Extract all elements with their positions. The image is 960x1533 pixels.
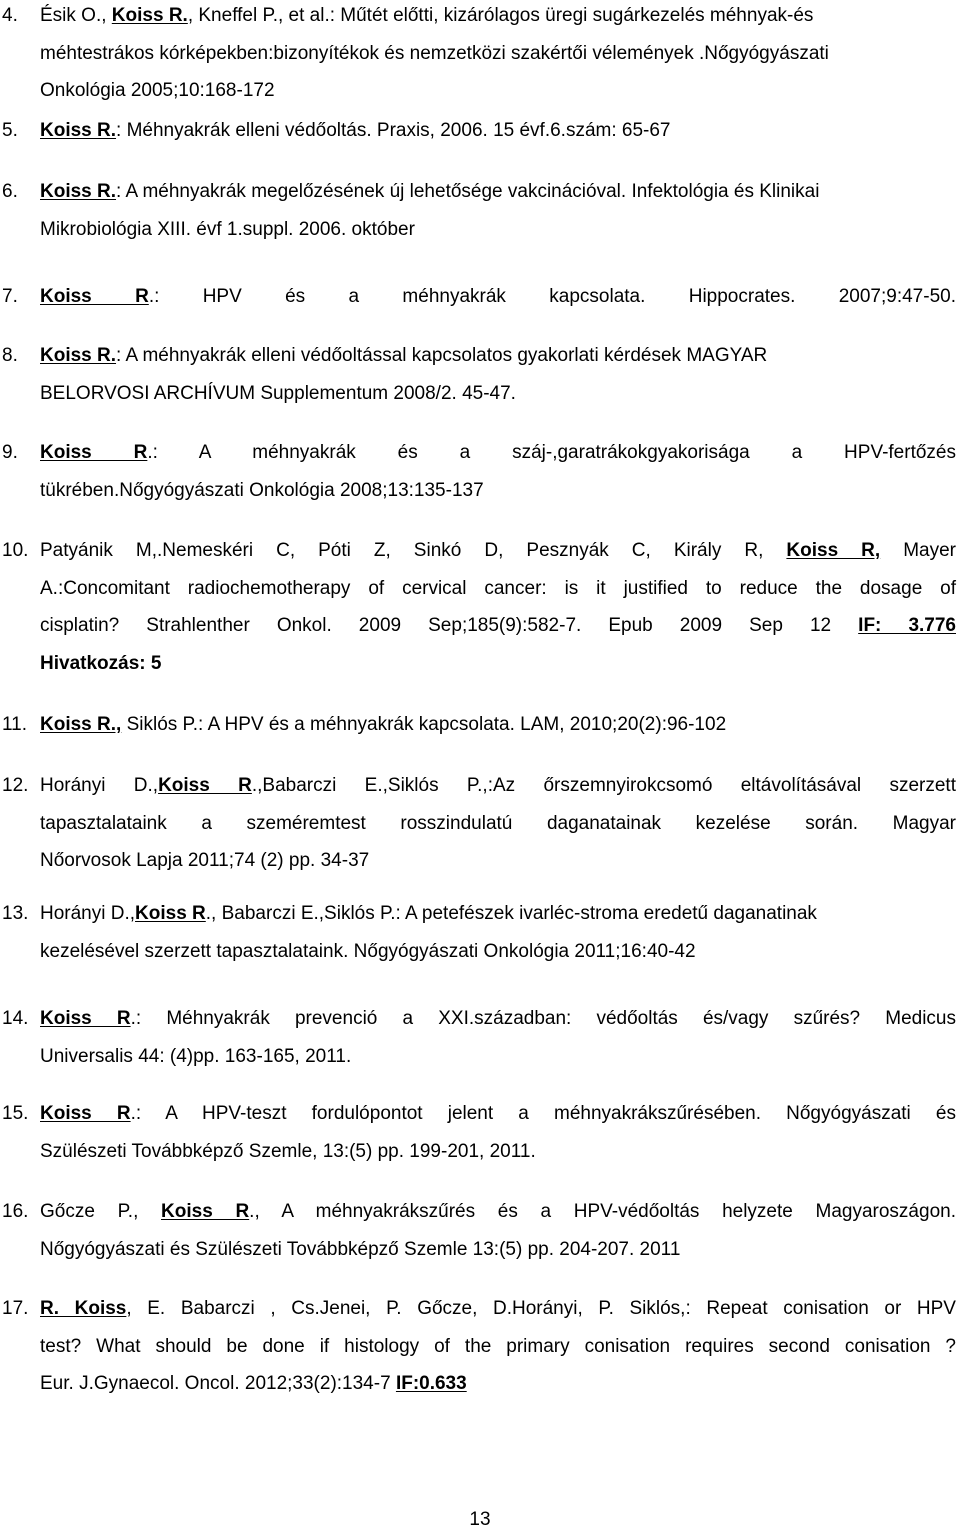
reference-number: 14. (2, 1008, 29, 1029)
reference-number: 16. (2, 1201, 29, 1222)
reference-segment: , E. Babarczi , Cs.Jenei, P. Gőcze, D.Horányi, P. Siklós,: Repeat conisation or HPV (126, 1298, 956, 1319)
reference-line (40, 842, 956, 880)
reference-segment: méhtestrákos kórképekben:bizonyítékok és nemzetközi szakértői vélemények .Nőgyógyászati (40, 42, 829, 64)
reference-line (40, 1095, 956, 1133)
reference-line (40, 895, 956, 933)
reference-text (40, 337, 956, 412)
reference-segment: Onkológia 2005;10:168-172 (40, 80, 275, 101)
author-highlight: Koiss R. (111, 5, 188, 26)
reference-line (40, 35, 956, 73)
reference-text (40, 895, 956, 970)
reference-line (40, 532, 956, 570)
reference-segment: : Méhnyakrák elleni védőoltás. Praxis, 2006. 15 évf.6.szám: 65-67 (116, 120, 671, 141)
author-highlight: Koiss R. (40, 345, 117, 366)
reference-text (40, 278, 956, 316)
reference-line (40, 570, 956, 608)
reference-text (40, 112, 956, 150)
reference-text (40, 767, 956, 880)
reference-item (0, 706, 960, 744)
reference-number: 15. (2, 1103, 29, 1124)
reference-text (40, 434, 956, 509)
reference-item (0, 0, 960, 110)
reference-line (40, 173, 956, 211)
reference-segment: tükrében.Nőgyógyászati Onkológia 2008;13:135-137 (40, 479, 484, 501)
reference-line (40, 211, 956, 249)
reference-segment: Universalis 44: (4)pp. 163-165, 2011. (40, 1045, 352, 1067)
reference-item (0, 767, 960, 880)
reference-line (40, 375, 956, 413)
author-highlight: Koiss R (40, 1008, 131, 1029)
reference-segment: ., A méhnyakrákszűrés és a HPV-védőoltás helyzete Magyaroszágon. (249, 1201, 956, 1222)
reference-number: 10. (2, 540, 29, 561)
reference-segment: .: HPV és a méhnyakrák kapcsolata. Hippocrates. 2007;9:47-50. (148, 286, 956, 307)
author-highlight: Koiss R. (40, 181, 117, 202)
reference-text (40, 1000, 956, 1075)
reference-line (40, 645, 956, 683)
reference-segment: Horányi D., (40, 903, 136, 924)
author-highlight: Koiss R. (40, 120, 117, 141)
author-highlight: IF: 3.776 (858, 615, 956, 636)
reference-segment: Patyánik M,.Nemeskéri C, Póti Z, Sinkó D, Pesznyák C, Király R, (40, 540, 787, 561)
reference-line (40, 767, 956, 805)
reference-number: 17. (2, 1298, 29, 1319)
reference-segment: BELORVOSI ARCHÍVUM Supplementum 2008/2. 45-47. (40, 382, 516, 404)
author-highlight: R. Koiss (40, 1298, 127, 1319)
reference-text (40, 0, 956, 110)
reference-segment: Nőgyógyászati és Szülészeti Továbbképző Szemle 13:(5) pp. 204-207. 2011 (40, 1238, 681, 1260)
reference-segment: : A méhnyakrák elleni védőoltással kapcsolatos gyakorlati kérdések MAGYAR (116, 345, 768, 366)
reference-segment: .,Babarczi E.,Siklós P.,:Az őrszemnyirokcsomó eltávolításával szerzett (251, 775, 956, 796)
reference-item (0, 895, 960, 970)
reference-number: 5. (2, 120, 18, 141)
reference-line (40, 434, 956, 472)
reference-number: 4. (2, 5, 18, 26)
reference-segment: Mikrobiológia XIII. évf 1.suppl. 2006. október (40, 218, 415, 240)
reference-text (40, 1193, 956, 1268)
reference-segment: .: A HPV-teszt fordulópontot jelent a méhnyakrákszűrésében. Nőgyógyászati és (130, 1103, 956, 1124)
reference-line (40, 0, 956, 35)
author-highlight: Koiss R (40, 442, 148, 463)
reference-item (0, 173, 960, 248)
reference-number: 13. (2, 903, 29, 924)
reference-line (40, 805, 956, 843)
reference-line (40, 933, 956, 971)
reference-segment: test? What should be done if histology of the primary conisation requires second conisation ? (40, 1335, 956, 1357)
reference-segment: Mayer (880, 540, 956, 561)
reference-number: 11. (2, 714, 28, 735)
reference-line (40, 706, 956, 744)
reference-number: 7. (2, 286, 18, 307)
reference-line (40, 472, 956, 510)
page-number: 13 (469, 1509, 491, 1530)
author-highlight: Koiss R (161, 1201, 250, 1222)
reference-line (40, 1133, 956, 1171)
author-highlight: Koiss R (135, 903, 206, 924)
reference-line (40, 1365, 956, 1403)
reference-line (40, 112, 956, 150)
reference-number: 8. (2, 345, 18, 366)
reference-number: 12. (2, 775, 29, 796)
reference-item (0, 434, 960, 509)
reference-segment: Ésik O., (40, 5, 112, 26)
reference-item (0, 337, 960, 412)
reference-item (0, 112, 960, 150)
reference-line (40, 607, 956, 645)
reference-item (0, 1095, 960, 1170)
reference-line (40, 1038, 956, 1076)
author-highlight: IF:0.633 (395, 1373, 467, 1394)
reference-line (40, 72, 956, 110)
reference-segment: Gőcze P., (40, 1201, 162, 1222)
reference-segment: A.:Concomitant radiochemotherapy of cervical cancer: is it justified to reduce the dosage of (40, 577, 956, 599)
reference-text (40, 173, 956, 248)
reference-line (40, 278, 956, 316)
reference-segment: cisplatin? Strahlenther Onkol. 2009 Sep;185(9):582-7. Epub 2009 Sep 12 (40, 615, 859, 636)
reference-line (40, 1328, 956, 1366)
reference-text (40, 1095, 956, 1170)
author-highlight: Koiss R (40, 286, 149, 307)
reference-segment: Horányi D., (40, 775, 159, 796)
reference-segment: tapasztalataink a szeméremtest rosszindulatú daganatainak kezelése során. Magyar (40, 812, 956, 834)
reference-number: 6. (2, 181, 18, 202)
reference-segment: .: Méhnyakrák prevenció a XXI.században: védőoltás és/vagy szűrés? Medicus (130, 1008, 956, 1029)
reference-item (0, 532, 960, 682)
reference-line (40, 1193, 956, 1231)
reference-segment: kezelésével szerzett tapasztalataink. Nőgyógyászati Onkológia 2011;16:40-42 (40, 940, 696, 962)
reference-line (40, 337, 956, 375)
reference-item (0, 1000, 960, 1075)
author-highlight: Koiss R (40, 1103, 131, 1124)
reference-segment: Szülészeti Továbbképző Szemle, 13:(5) pp. 199-201, 2011. (40, 1140, 536, 1162)
reference-segment: Nőorvosok Lapja 2011;74 (2) pp. 34-37 (40, 850, 370, 871)
reference-segment: ., Babarczi E.,Siklós P.: A petefészek ivarléc-stroma eredetű daganatinak (205, 903, 817, 924)
reference-segment: , Kneffel P., et al.: Műtét előtti, kizárólagos üregi sugárkezelés méhnyak-és (187, 5, 814, 26)
reference-segment: .: A méhnyakrák és a száj-,garatrákokgyakorisága a HPV-fertőzés (147, 442, 956, 463)
reference-text (40, 532, 956, 682)
bold-text: Hivatkozás: 5 (40, 652, 162, 674)
author-highlight: Koiss R (158, 775, 252, 796)
reference-segment: : A méhnyakrák megelőzésének új lehetősége vakcinációval. Infektológia és Klinikai (116, 181, 820, 202)
reference-line (40, 1000, 956, 1038)
reference-line (40, 1290, 956, 1328)
reference-number: 9. (2, 442, 18, 463)
reference-item (0, 1290, 960, 1403)
reference-line (40, 1231, 956, 1269)
reference-item (0, 278, 960, 316)
reference-text (40, 1290, 956, 1403)
reference-segment: Siklós P.: A HPV és a méhnyakrák kapcsolata. LAM, 2010;20(2):96-102 (121, 714, 727, 735)
reference-item (0, 1193, 960, 1268)
reference-segment: Eur. J.Gynaecol. Oncol. 2012;33(2):134-7 (40, 1373, 396, 1394)
author-highlight: Koiss R, (786, 540, 881, 561)
author-highlight: Koiss R., (40, 714, 122, 735)
reference-text (40, 706, 956, 744)
